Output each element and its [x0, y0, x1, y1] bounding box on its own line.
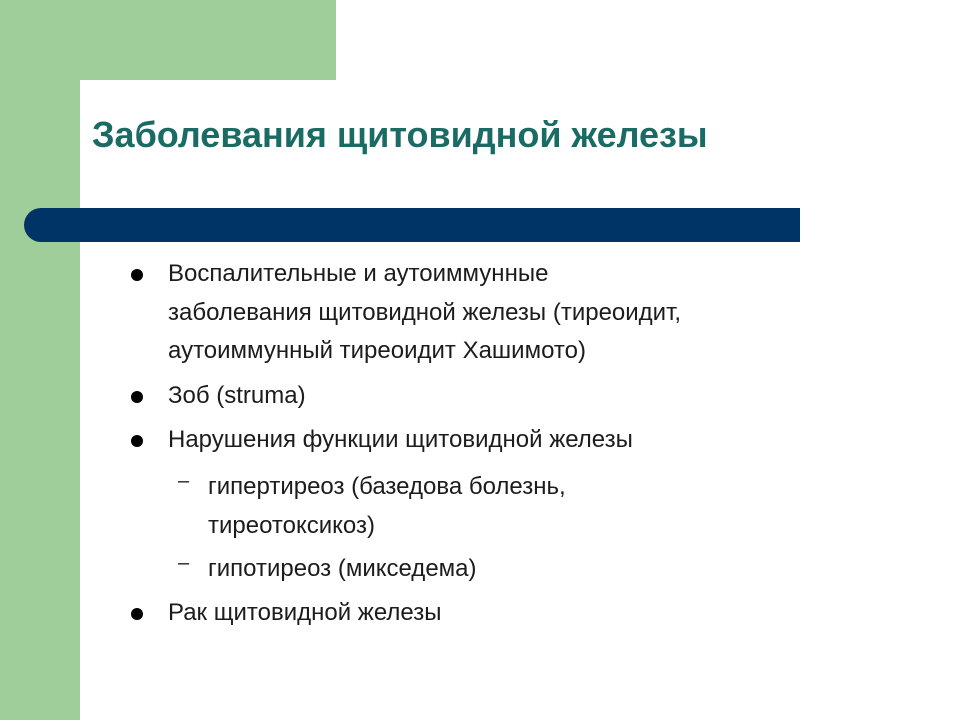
bullet-line: Воспалительные и аутоиммунные	[168, 260, 549, 287]
dash-marker-icon: –	[178, 552, 190, 574]
bullet-dot-icon	[131, 269, 143, 281]
sub-bullet-text	[208, 468, 868, 545]
bullet-line: Нарушения функции щитовидной железы	[168, 426, 633, 453]
bullet-dot-icon	[131, 435, 143, 447]
sub-bullet-line: гипертиреоз (базедова болезнь,	[208, 473, 566, 500]
bullet-text	[168, 421, 868, 460]
bullet-line: аутоиммунный тиреоидит Хашимото)	[168, 337, 586, 364]
bullet-line: заболевания щитовидной железы (тиреоидит,	[168, 298, 682, 326]
bullet-line: Рак щитовидной железы	[168, 599, 442, 626]
sub-bullet-text	[208, 550, 868, 589]
sub-bullet-line: гипотиреоз (микседема)	[208, 555, 477, 582]
bullet-dot-icon	[131, 391, 143, 403]
sub-bullet-line: тиреотоксикоз)	[208, 511, 376, 539]
bullet-dot-icon	[131, 608, 143, 620]
bullet-text	[168, 594, 868, 633]
slide-title: Заболевания щитовидной железы	[92, 114, 708, 155]
bullet-line: Зоб (struma)	[168, 382, 306, 409]
dash-marker-icon: –	[178, 470, 190, 492]
bullet-text	[168, 377, 868, 416]
bullet-text	[168, 255, 868, 371]
